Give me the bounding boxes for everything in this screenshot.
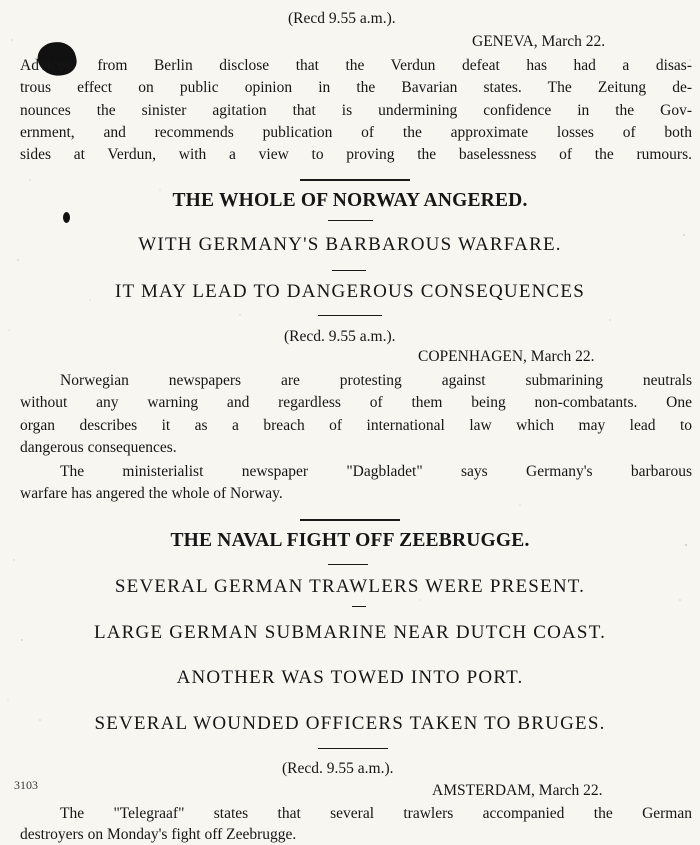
article2-line-6: warfare has angered the whole of Norway.: [20, 485, 283, 502]
subhead-trawlers: SEVERAL GERMAN TRAWLERS WERE PRESENT.: [114, 576, 586, 597]
dispatch-time-2: (Recd. 9.55 a.m.).: [284, 328, 396, 345]
subhead-submarine: LARGE GERMAN SUBMARINE NEAR DUTCH COAST.: [93, 622, 607, 643]
article1-line-2: trous effect on public opinion in the Bavarian states. The Zeitung de-: [20, 79, 692, 96]
dateline-geneva: GENEVA, March 22.: [472, 33, 606, 50]
headline-divider-2a: [328, 220, 373, 221]
article2-line-1: Norwegian newspapers are protesting against submarining neutrals: [60, 372, 692, 389]
headline-divider-2b: [332, 270, 366, 271]
subhead-barbarous-warfare: WITH GERMANY'S BARBAROUS WARFARE.: [138, 234, 562, 255]
article1-line-1: Advices from Berlin disclose that the Verdun defeat has had a disas-: [20, 57, 692, 74]
dateline-amsterdam: AMSTERDAM, March 22.: [432, 782, 603, 799]
margin-note: 3103: [14, 778, 38, 792]
article2-line-4: dangerous consequences.: [20, 439, 177, 456]
section-divider-1: [300, 179, 410, 181]
headline-zeebrugge: THE NAVAL FIGHT OFF ZEEBRUGGE.: [170, 530, 530, 551]
headline-norway: THE WHOLE OF NORWAY ANGERED.: [172, 190, 528, 211]
headline-divider-3a: [328, 564, 368, 565]
article2-line-5: The ministerialist newspaper "Dagbladet" says Germany's barbarous: [60, 463, 692, 480]
subhead-wounded-officers: SEVERAL WOUNDED OFFICERS TAKEN TO BRUGES.: [94, 713, 606, 734]
headline-divider-3c: [318, 748, 388, 749]
headline-divider-3b: [352, 606, 366, 607]
dispatch-time-3: (Recd. 9.55 a.m.).: [282, 760, 394, 777]
ink-spot: [63, 212, 70, 223]
subhead-towed-into-port: ANOTHER WAS TOWED INTO PORT.: [176, 667, 524, 688]
dispatch-time-1: (Recd 9.55 a.m.).: [288, 10, 396, 27]
article2-line-3: organ describes it as a breach of international law which may lead to: [20, 417, 692, 434]
article1-line-4: ernment, and recommends publication of the approximate losses of both: [20, 124, 692, 141]
article3-line-2: destroyers on Monday's fight off Zeebrugge.: [20, 826, 297, 843]
article1-line-5: sides at Verdun, with a view to proving the baselessness of the rumours.: [20, 146, 692, 163]
section-divider-2: [300, 519, 400, 521]
article3-line-1: The "Telegraaf" states that several trawlers accompanied the German: [60, 805, 692, 822]
subhead-dangerous-consequences: IT MAY LEAD TO DANGEROUS CONSEQUENCES: [115, 281, 585, 302]
dateline-copenhagen: COPENHAGEN, March 22.: [418, 348, 595, 365]
article1-line-3: nounces the sinister agitation that is undermining confidence in the Gov-: [20, 102, 692, 119]
article2-line-2: without any warning and regardless of them being non-combatants. One: [20, 394, 692, 411]
headline-divider-2c: [318, 315, 382, 316]
